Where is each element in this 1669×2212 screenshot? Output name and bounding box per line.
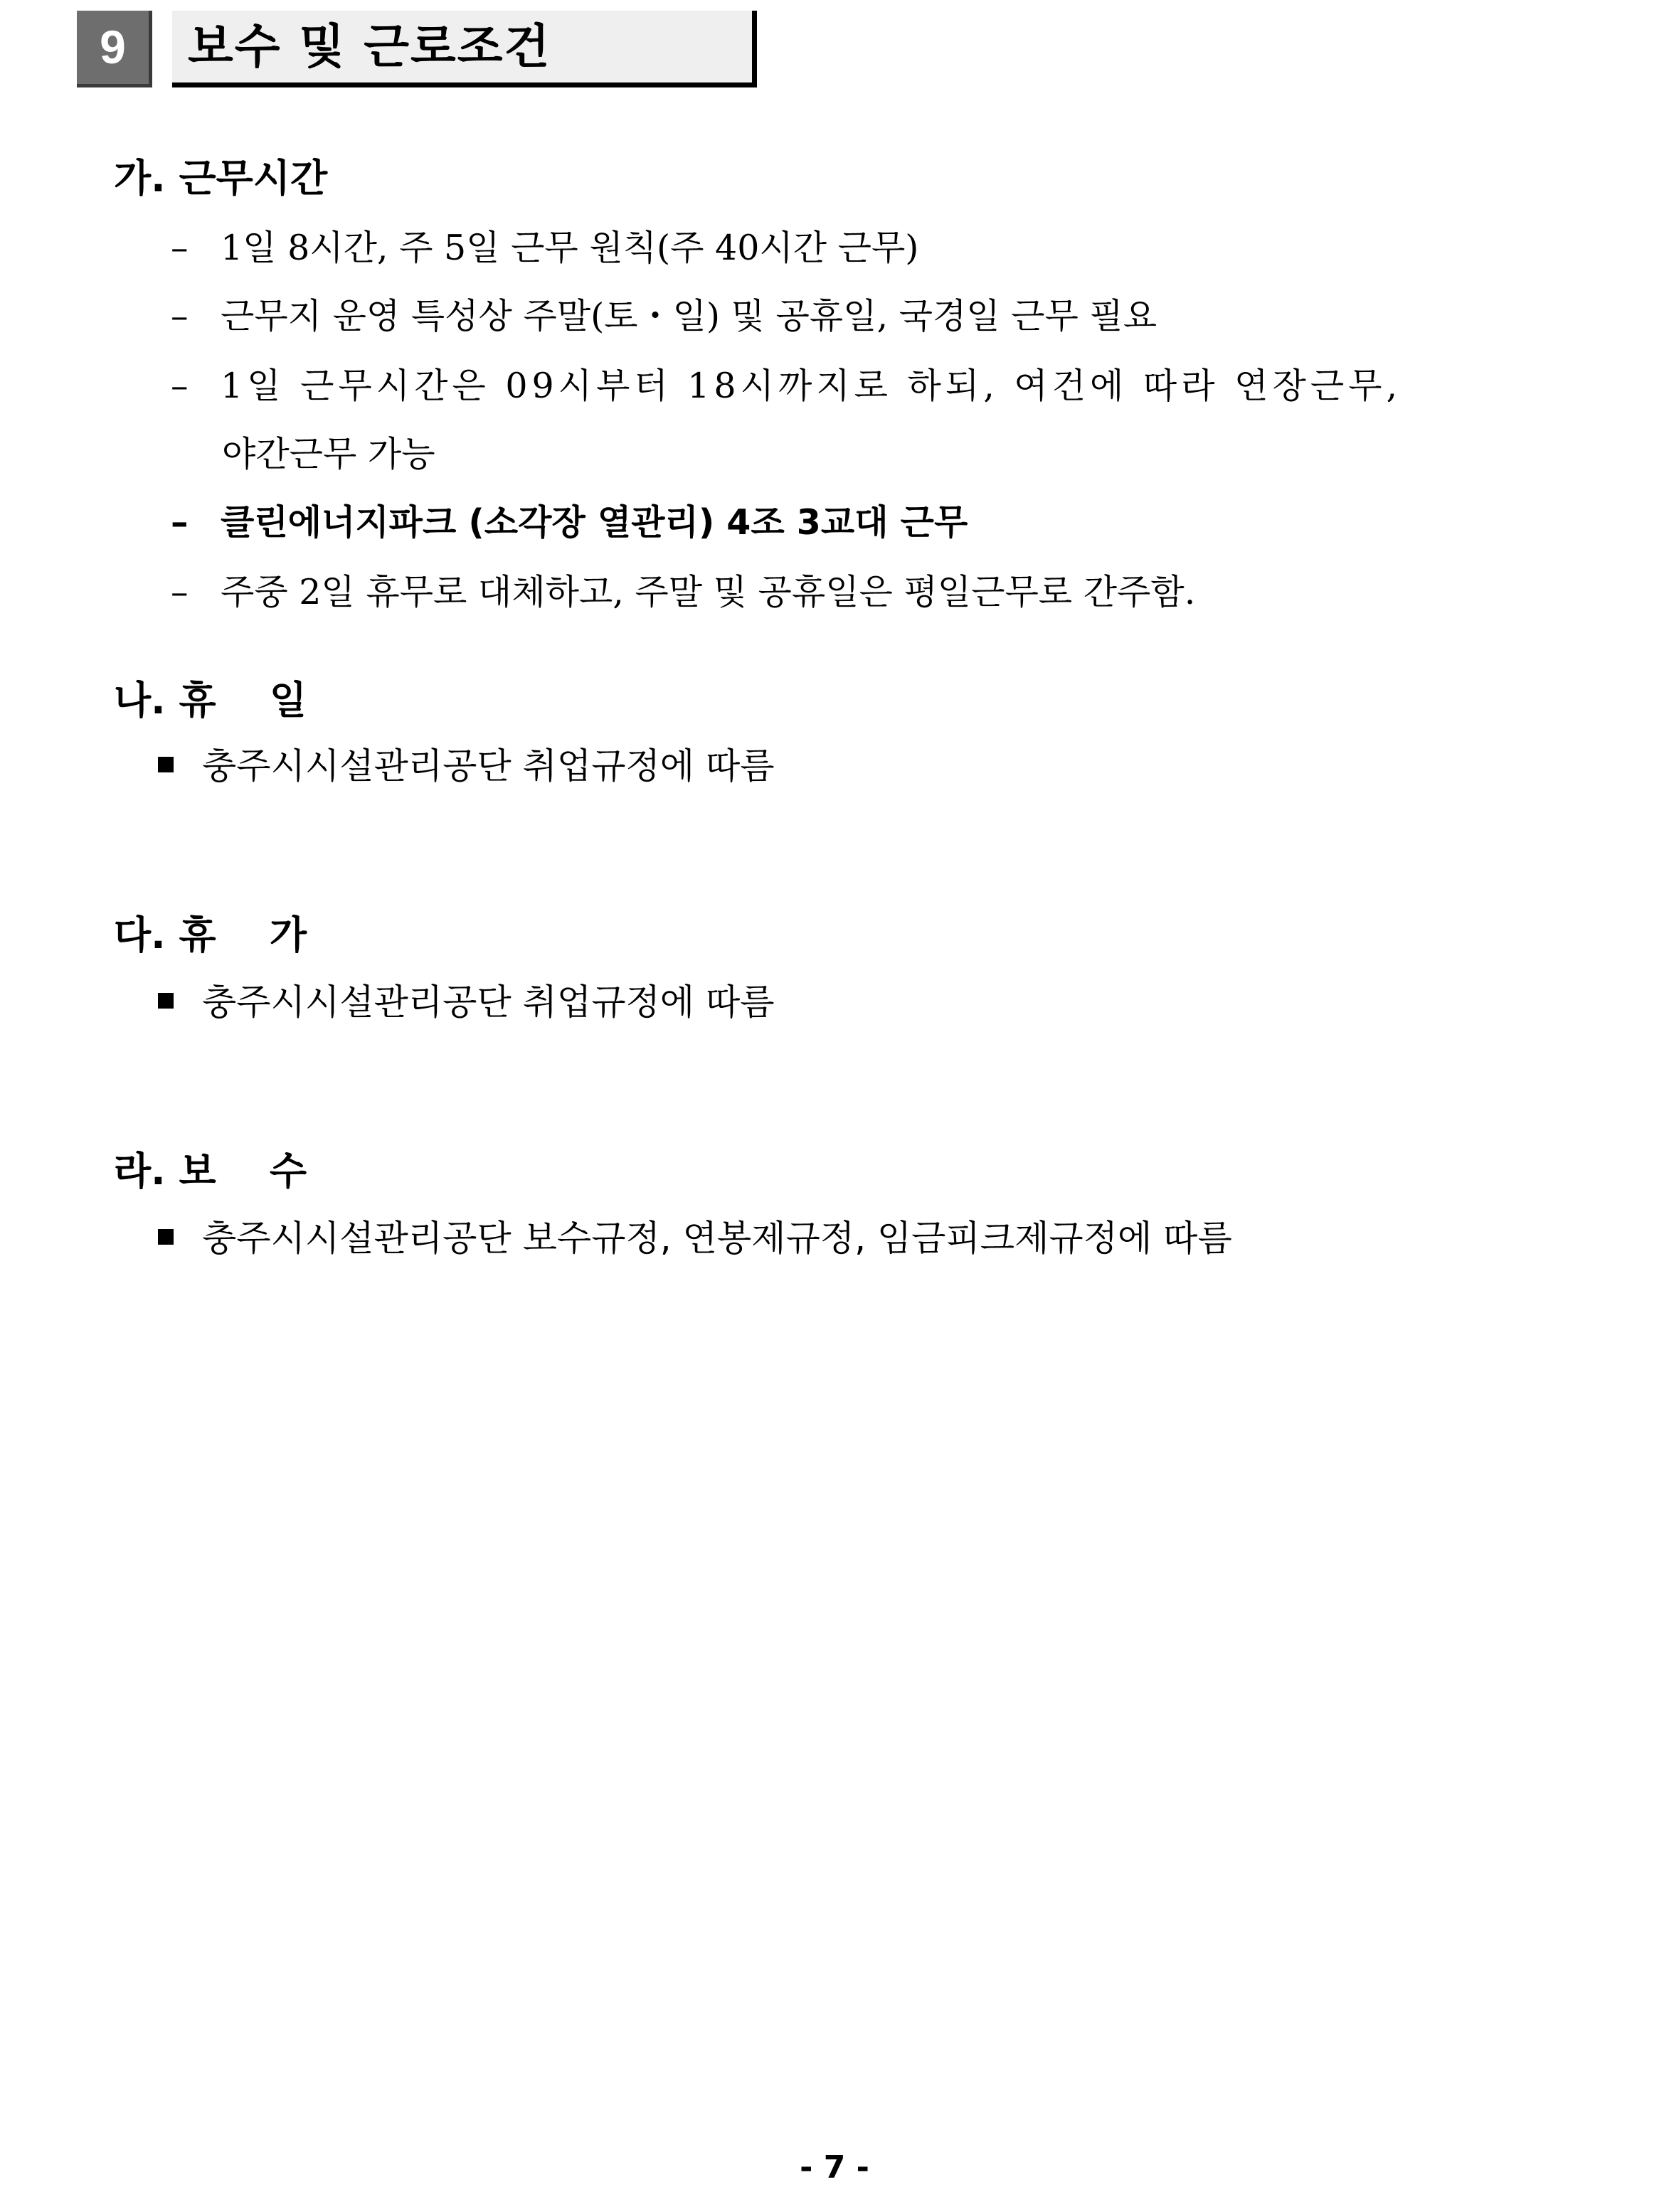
heading-leave: 다. 휴 가 bbox=[114, 913, 307, 957]
item-text: 충주시시설관리공단 보수규정, 연봉제규정, 임금피크제규정에 따름 bbox=[202, 1218, 1232, 1259]
working-hours-item-4 bbox=[171, 499, 968, 546]
leave-item bbox=[158, 979, 775, 1026]
dash-marker: – bbox=[171, 228, 189, 268]
item-text: 주중 2일 휴무로 대체하고, 주말 및 공휴일은 평일근무로 간주함. bbox=[221, 572, 1196, 612]
square-bullet-icon bbox=[158, 1229, 174, 1245]
item-text: 충주시시설관리공단 취업규정에 따름 bbox=[202, 745, 775, 787]
item-text: 1일 근무시간은 09시부터 18시까지로 하되, 여건에 따라 연장근무, bbox=[221, 366, 1402, 406]
dash-marker: – bbox=[171, 502, 189, 543]
heading-compensation: 라. 보 수 bbox=[114, 1149, 307, 1193]
working-hours-item-5 bbox=[171, 569, 1195, 616]
dash-marker: – bbox=[171, 296, 189, 336]
heading-holidays: 나. 휴 일 bbox=[114, 678, 307, 723]
item-text: 근무지 운영 특성상 주말(토・일) 및 공휴일, 국경일 근무 필요 bbox=[221, 296, 1157, 336]
dash-marker: – bbox=[171, 572, 189, 612]
square-bullet-icon bbox=[158, 757, 174, 772]
compensation-item bbox=[158, 1215, 1232, 1262]
item-text: 클린에너지파크 (소각장 열관리) 4조 3교대 근무 bbox=[221, 502, 968, 543]
section-header bbox=[77, 7, 788, 89]
section-number-box: 9 bbox=[77, 11, 152, 87]
item-text: 야간근무 가능 bbox=[222, 434, 435, 474]
working-hours-item-2 bbox=[171, 293, 1157, 340]
section-title: 보수 및 근로조건 bbox=[172, 11, 757, 87]
holidays-item bbox=[158, 743, 775, 789]
item-text: 충주시시설관리공단 취업규정에 따름 bbox=[202, 982, 775, 1023]
page-number: - 7 - bbox=[800, 2149, 869, 2186]
working-hours-item-1 bbox=[171, 225, 918, 272]
dash-marker: – bbox=[171, 366, 189, 406]
square-bullet-icon bbox=[158, 993, 174, 1009]
heading-working-hours: 가. 근무시간 bbox=[114, 156, 328, 201]
working-hours-item-3-continued bbox=[222, 431, 435, 478]
working-hours-item-3 bbox=[171, 363, 1402, 410]
item-text: 1일 8시간, 주 5일 근무 원칙(주 40시간 근무) bbox=[221, 228, 919, 268]
